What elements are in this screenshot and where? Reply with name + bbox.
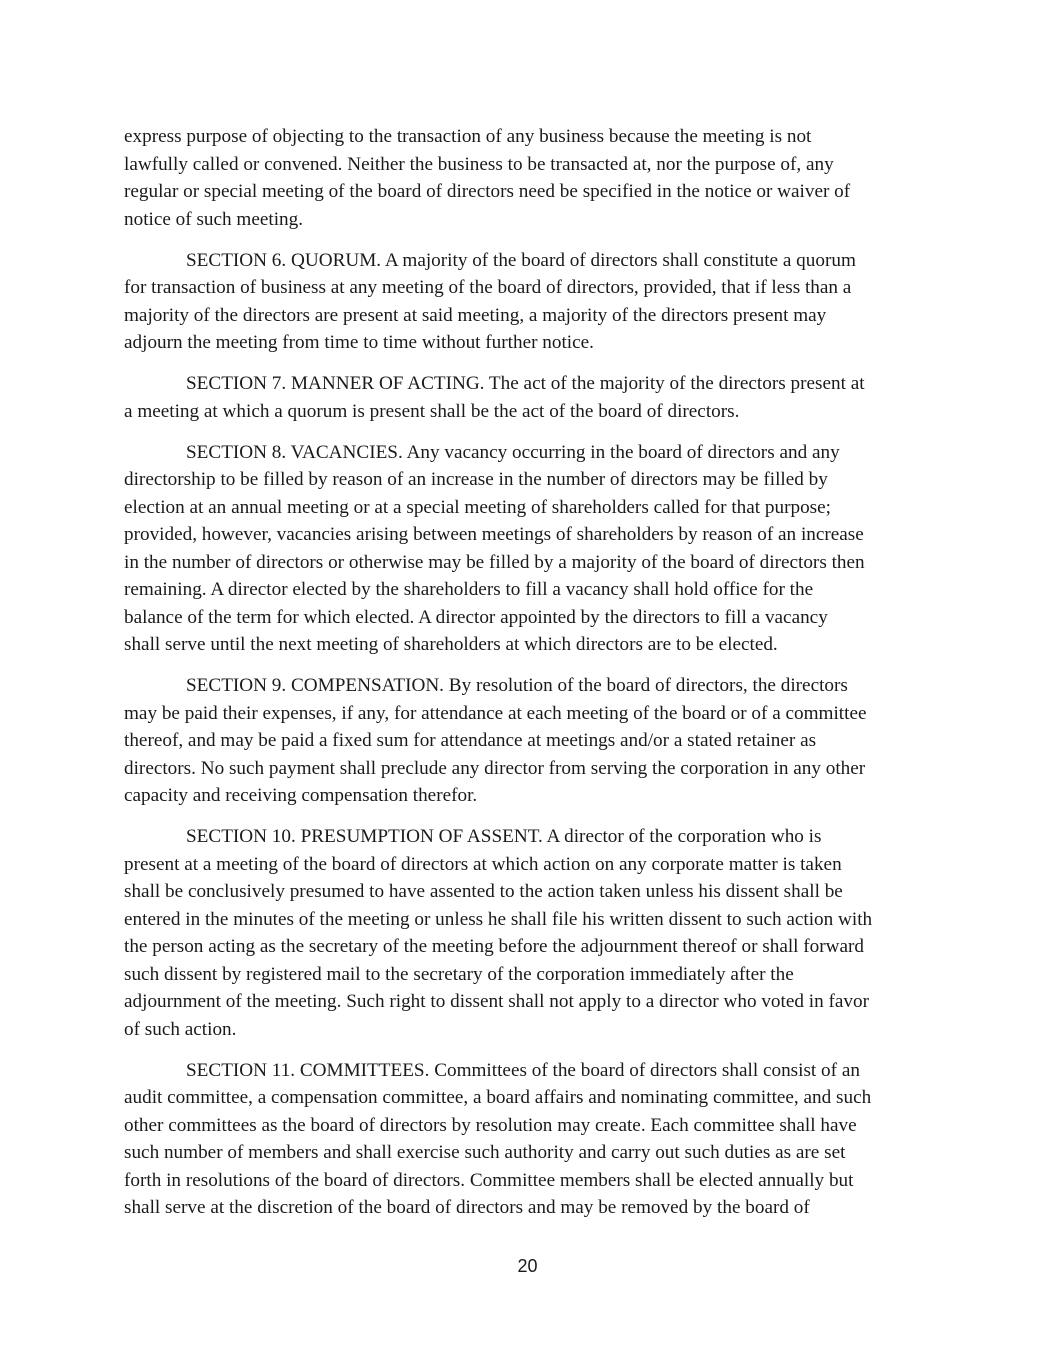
text-line: SECTION 9. COMPENSATION. By resolution of the board of directors, the directors [186,675,848,696]
text-line: in the number of directors or otherwise may be filled by a majority of the board of directors then [124,551,865,573]
text-line: directorship to be filled by reason of an increase in the number of directors may be filled by [124,469,828,490]
text-line: such dissent by registered mail to the secretary of the corporation immediately after the [124,963,794,985]
text-line: shall serve at the discretion of the board of directors and may be removed by the board of [124,1197,810,1218]
text-line: of such action. [124,1018,237,1040]
text-line: majority of the directors are present at said meeting, a majority of the directors present may [124,304,827,326]
text-line: may be paid their expenses, if any, for attendance at each meeting of the board or of a committee [124,702,867,724]
text-line: election at an annual meeting or at a special meeting of shareholders called for that purpose; [124,496,831,518]
text-line: remaining. A director elected by the shareholders to fill a vacancy shall hold office for the [124,579,814,600]
text-line: adjourn the meeting from time to time without further notice. [124,332,594,353]
text-line: forth in resolutions of the board of directors. Committee members shall be elected annually but [124,1169,854,1191]
text-line: such number of members and shall exercise such authority and carry out such duties as are set [124,1142,846,1163]
text-line: adjournment of the meeting. Such right to dissent shall not apply to a director who voted in favor [124,991,869,1012]
text-line: shall be conclusively presumed to have assented to the action taken unless his dissent shall be [124,881,843,902]
text-line: directors. No such payment shall preclude any director from serving the corporation in any other [124,757,866,779]
text-line: thereof, and may be paid a fixed sum for attendance at meetings and/or a stated retainer as [124,730,817,751]
text-line: SECTION 8. VACANCIES. Any vacancy occurring in the board of directors and any [186,441,840,463]
document-body [124,123,936,1235]
paragraph-section-6 [124,247,936,357]
text-line: for transaction of business at any meeting of the board of directors, provided, that if less than a [124,277,852,298]
text-line: regular or special meeting of the board of directors need be specified in the notice or waiver of [124,181,851,202]
text-line: SECTION 6. QUORUM. A majority of the board of directors shall constitute a quorum [186,249,856,271]
paragraph-section-10 [124,823,936,1043]
text-line: notice of such meeting. [124,208,304,230]
text-line: SECTION 10. PRESUMPTION OF ASSENT. A director of the corporation who is [186,826,822,847]
text-line: the person acting as the secretary of the meeting before the adjournment thereof or shall forward [124,936,865,957]
paragraph-section-8 [124,439,936,659]
text-line: balance of the term for which elected. A director appointed by the directors to fill a vacancy [124,606,828,628]
paragraph-section-9 [124,672,936,810]
text-line: a meeting at which a quorum is present shall be the act of the board of directors. [124,400,740,422]
text-line: present at a meeting of the board of directors at which action on any corporate matter is taken [124,853,842,875]
text-line: other committees as the board of directors by resolution may create. Each committee shall have [124,1114,857,1136]
text-line: lawfully called or convened. Neither the business to be transacted at, nor the purpose of, any [124,153,834,175]
text-line: provided, however, vacancies arising between meetings of shareholders by reason of an increase [124,524,864,545]
paragraph-section-11 [124,1057,936,1222]
text-line: shall serve until the next meeting of shareholders at which directors are to be elected. [124,634,778,655]
text-line: express purpose of objecting to the transaction of any business because the meeting is not [124,126,812,147]
text-line: capacity and receiving compensation therefor. [124,785,478,806]
text-line: SECTION 11. COMMITTEES. Committees of the board of directors shall consist of an [186,1059,860,1081]
paragraph-continuation [124,123,936,233]
paragraph-section-7 [124,370,936,425]
text-line: entered in the minutes of the meeting or unless he shall file his written dissent to such action with [124,908,873,930]
text-line: SECTION 7. MANNER OF ACTING. The act of the majority of the directors present at [186,373,865,394]
page-number: 20 [517,1256,538,1276]
text-line: audit committee, a compensation committee, a board affairs and nominating committee, and such [124,1087,872,1108]
